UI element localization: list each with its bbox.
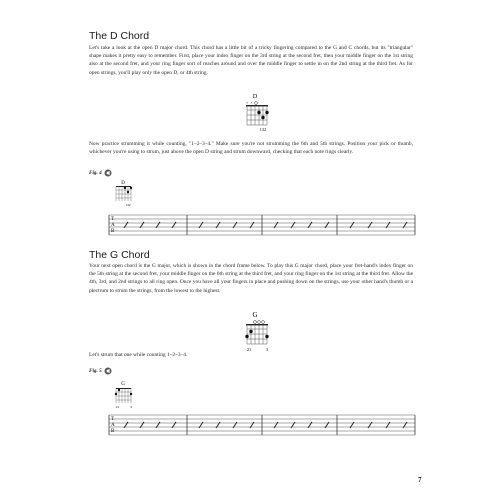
svg-text:T: T: [111, 217, 115, 222]
g-chord-intro: Your next open chord is the G major, which is shown in the chord frame below. To play this G major chord, place your fret-hand's index finger on the 5th string at the second fret, your middle finger on the 6th string at the third fret, and your ring finger on the 1st string at the third fret. Allow the 4th, 3rd, and 2nd strings to all ring open. Once you have all your fingers in place and pushing down on the strings, use your other hand's thumb or a plectrum to strum the strings, from the lowest to the highest.: [89, 263, 413, 294]
page-number: 7: [418, 476, 422, 484]
svg-text:A: A: [111, 423, 115, 428]
svg-text:×: ×: [250, 100, 253, 105]
g-chord-fingering-left: 21: [246, 347, 252, 352]
fig-5-chord-fingering-right: 3: [130, 405, 132, 409]
g-chord-fingering-right: 3: [265, 347, 269, 352]
svg-text:A: A: [111, 223, 115, 228]
d-chord-name: D: [252, 94, 258, 100]
fig-4-label: Fig. 4: [89, 170, 102, 176]
d-chord-heading: The D Chord: [89, 30, 150, 42]
svg-text:B: B: [111, 429, 115, 434]
g-chord-name: G: [252, 311, 258, 319]
d-chord-intro: Let's take a look at the open D major chord. This chord has a little bit of a tricky fingering compared to the G and C chords, but its "triangular" shape makes it pretty easy to remember. First, place your index finger on the 3rd string at the second fret, then your middle finger on the 1st string also at the second fret, and your ring finger sort of reaches around and over the middle finger to settle in on the 2nd string at the third fret. As for open strings, you'll play only the open D, or 4th string.: [89, 45, 413, 76]
fig-5-label: Fig. 5: [89, 368, 102, 374]
svg-text:B: B: [111, 229, 115, 234]
fig-4-rhythm-staff: [107, 210, 417, 240]
audio-track-icon[interactable]: [104, 367, 112, 375]
fig-4-chord-diagram: [112, 178, 134, 210]
svg-text:T: T: [111, 417, 115, 422]
audio-track-icon[interactable]: [104, 169, 112, 177]
fig-5-chord-diagram: [112, 379, 134, 413]
fig-5-chord-fingering-left: 21: [115, 405, 120, 409]
fig-4-chord-fingering: 132: [125, 203, 131, 207]
fig-5-rhythm-staff: [107, 410, 417, 440]
g-chord-heading: The G Chord: [89, 249, 150, 261]
fig-5-chord-name: G: [121, 382, 125, 387]
d-chord-fingering: 132: [259, 127, 267, 132]
fig-4-chord-name: D: [121, 181, 125, 186]
g-chord-practice-text: Let's strum that one while counting 1–2–3–4.: [89, 352, 188, 358]
g-chord-diagram: [238, 310, 270, 354]
d-chord-diagram: [238, 92, 270, 134]
svg-text:×: ×: [245, 100, 249, 105]
d-chord-practice-text: Now practice strumming it while counting, "1–2–3–4." Make sure you're not strumming the 6th and 5th strings. Position your pick or thumb, whichever you're using to strum, just above the open D string and strum downward, checking that each note rings clearly.: [89, 141, 413, 156]
